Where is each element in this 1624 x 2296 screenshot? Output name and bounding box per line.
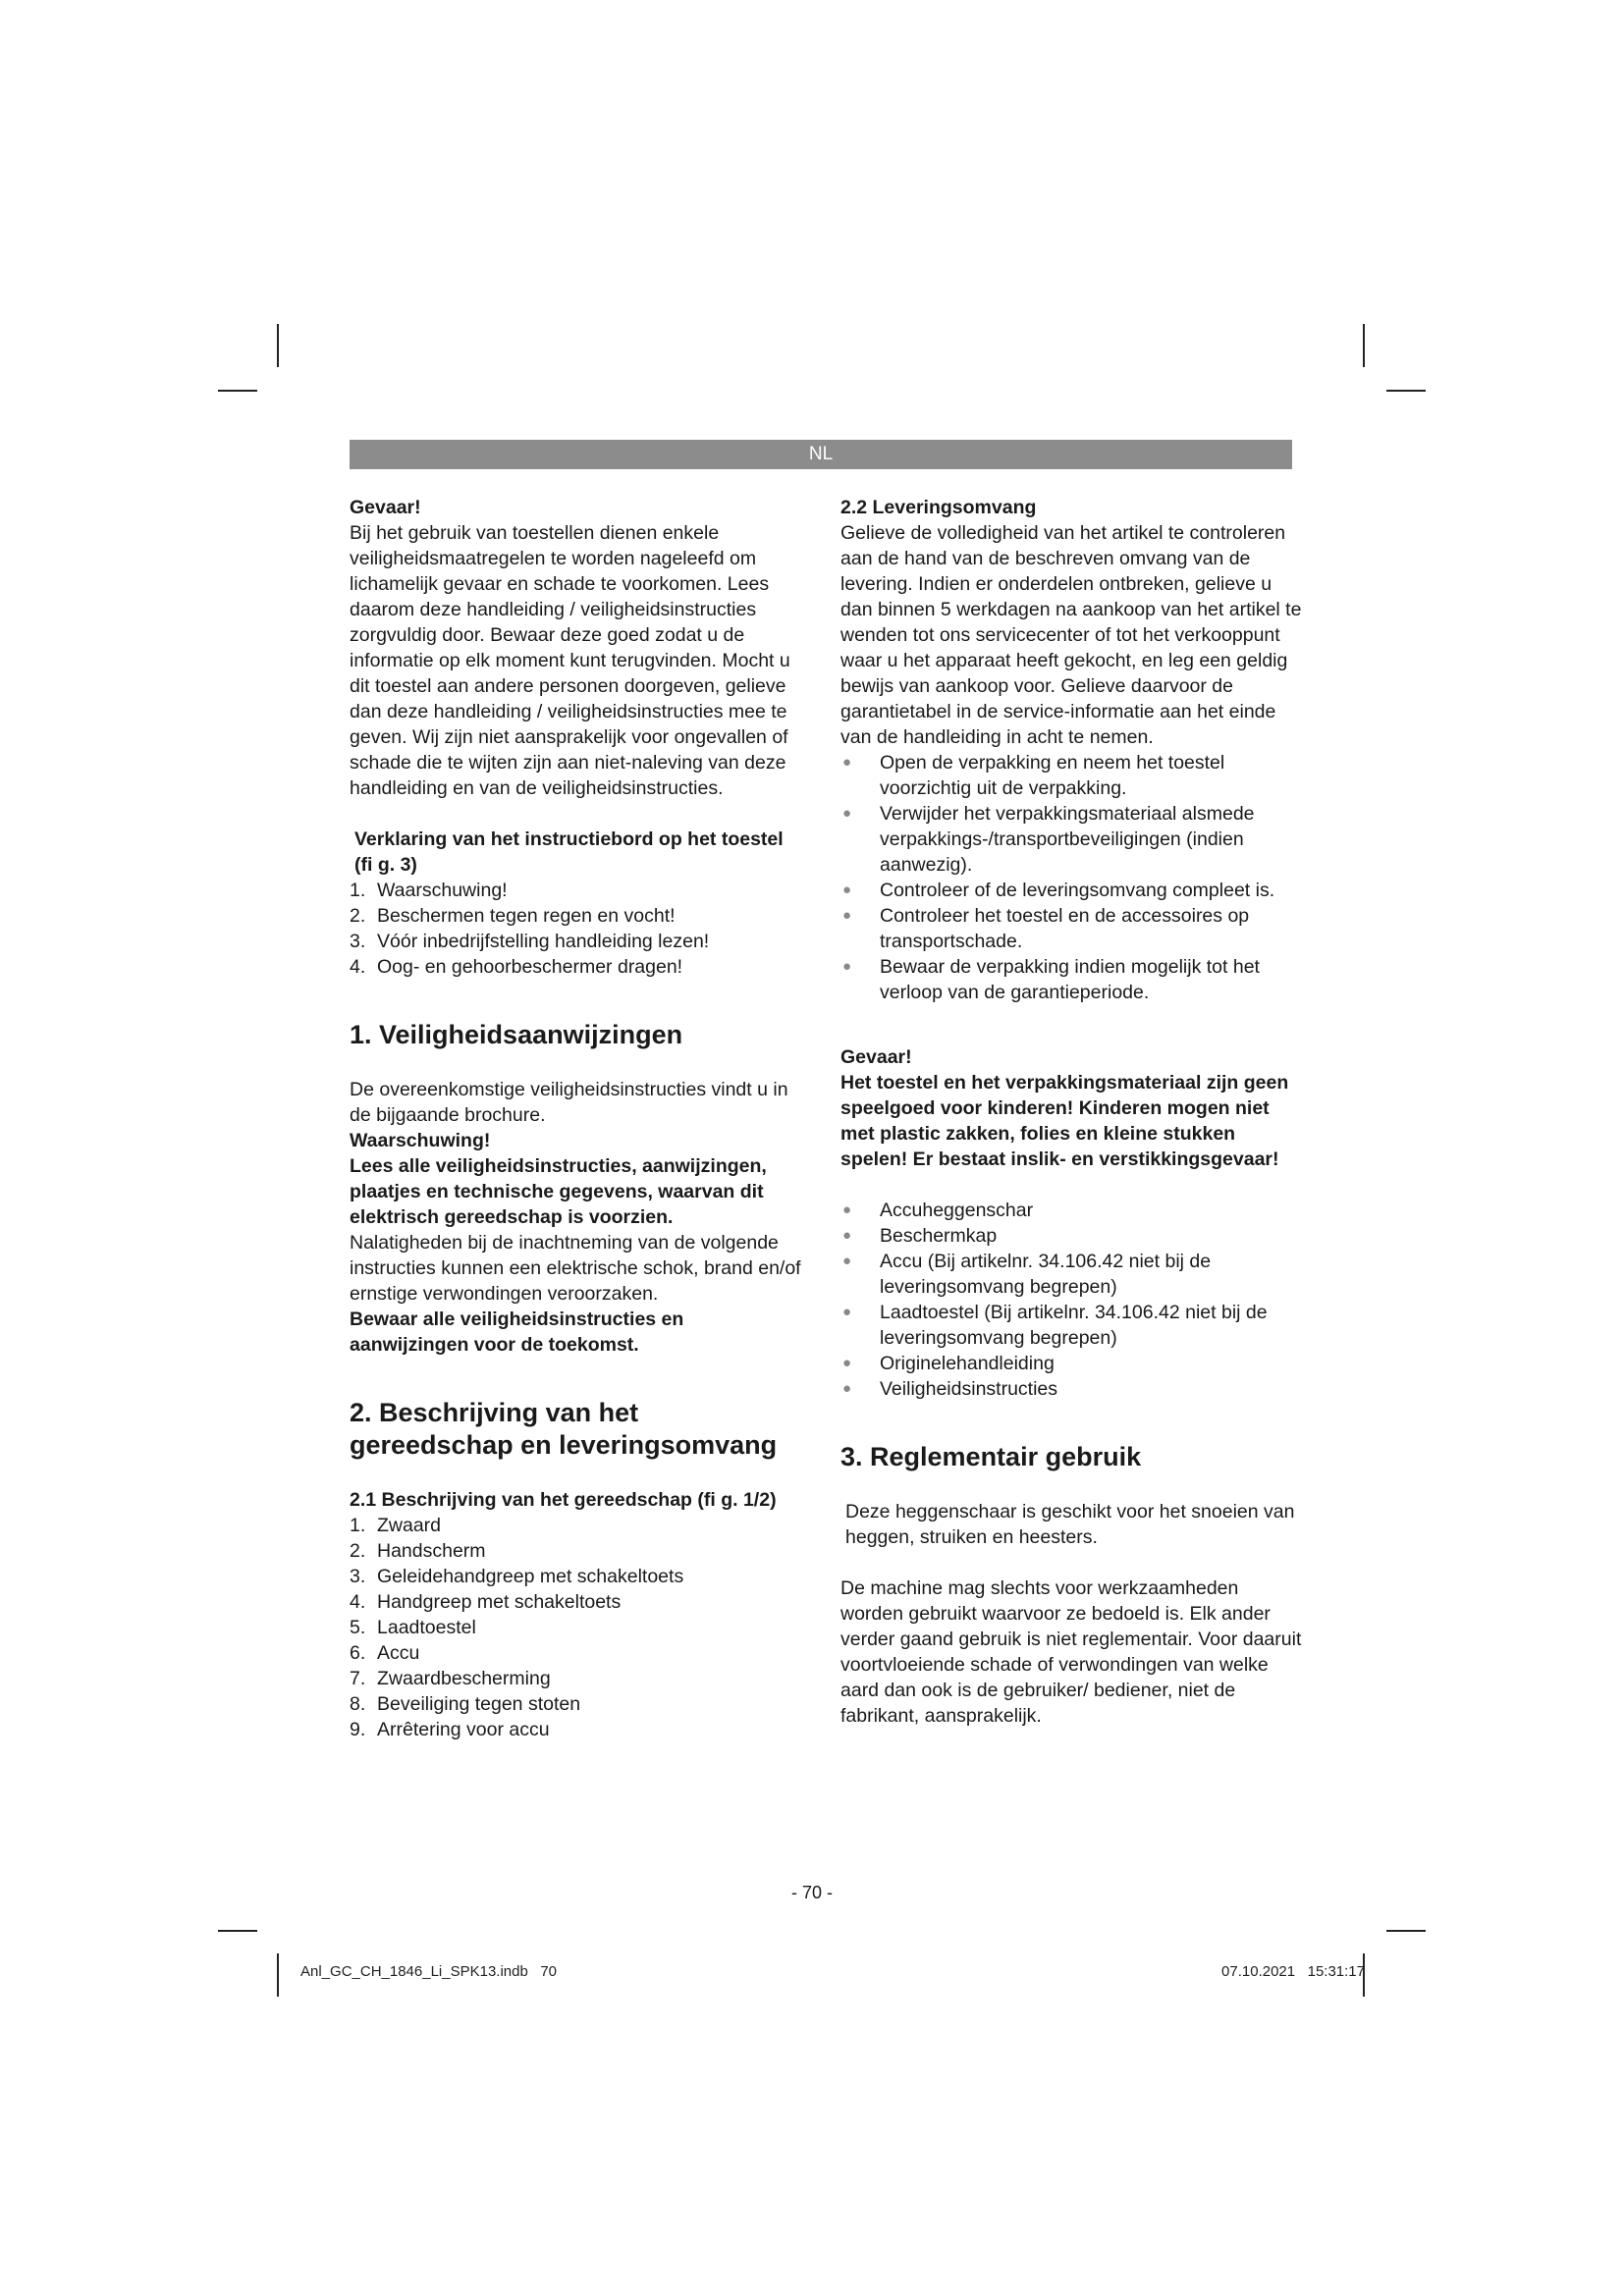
sign-heading: Verklaring van het instructiebord op het toestel (fi g. 3) [354,828,784,876]
list-item: ● Bewaar de verpakking indien mogelijk tot het verloop van de garantieperiode. [842,956,1260,1003]
list-item: ● Beschermkap [842,1225,998,1247]
bullet-icon: ● [842,1380,852,1397]
list-item: ● Verwijder het verpakkingsmateriaal alsmede verpakkings-/transportbeveiligingen (indien aanwezig). [842,803,1255,876]
section1-heading: 1. Veiligheidsaanwijzingen [350,1020,683,1049]
crop-mark [277,1953,279,1997]
list-item: 9. Arrêtering voor accu [350,1719,550,1740]
warning-text: Nalatigheden bij de inachtneming van de volgende instructies kunnen een elektrische schok, brand en/of ernstige verwondingen veroorzaken. [350,1232,801,1305]
bullet-icon: ● [842,1304,852,1320]
list-item: 6. Accu [350,1642,420,1664]
bullet-icon: ● [842,1355,852,1371]
list-item: 5. Laadtoestel [350,1617,476,1638]
section3-paragraph: De machine mag slechts voor werkzaamheden worden gebruikt waarvoor ze bedoeld is. Elk ander verder gaand gebruik is niet reglementair. Voor daaruit voortvloeiende schade of verwondingen van welke aard dan ook is de gebruiker/ bediener, niet de fabrikant, aansprakelijk. [840,1577,1302,1727]
list-item: ● Accu (Bij artikelnr. 34.106.42 niet bij de leveringsomvang begrepen) [842,1251,1212,1298]
crop-mark [1386,390,1426,392]
list-item: 1. Waarschuwing! [350,880,508,901]
bullet-icon: ● [842,754,852,771]
warning-title: Waarschuwing! [350,1130,491,1151]
list-item: 4. Handgreep met schakeltoets [350,1591,622,1613]
list-item: ● Originelehandleiding [842,1353,1055,1374]
bullet-icon: ● [842,1253,852,1269]
list-item: ● Open de verpakking en neem het toestel voorzichtig uit de verpakking. [842,752,1225,799]
contents-list [840,1198,1302,1402]
list-item: ● Accuheggenschar [842,1200,1034,1221]
danger-title-2: Gevaar! [840,1046,912,1068]
language-bar: NL [350,440,1292,469]
file-info: Anl_GC_CH_1846_Li_SPK13.indb 70 [300,1963,558,1980]
warning-keep: Bewaar alle veiligheidsinstructies en aanwijzingen voor de toekomst. [350,1308,684,1356]
section2-heading: 2. Beschrijving van het gereedschap en leveringsomvang [350,1398,778,1460]
sign-list [350,878,803,980]
list-item: 3. Geleidehandgreep met schakeltoets [350,1566,684,1587]
sub21-heading: 2.1 Beschrijving van het gereedschap (fi g. 1/2) [350,1489,777,1511]
bullet-icon: ● [842,958,852,975]
list-item: 8. Beveiliging tegen stoten [350,1693,581,1715]
crop-mark [277,324,279,367]
list-item: 2. Beschermen tegen regen en vocht! [350,905,676,927]
danger-title: Gevaar! [350,497,421,518]
section3-paragraph: Deze heggenschaar is geschikt voor het snoeien van heggen, struiken en heesters. [845,1501,1295,1548]
section1-intro: De overeenkomstige veiligheidsinstructies vindt u in de bijgaande brochure. [350,1079,788,1126]
crop-mark [1363,324,1365,367]
bullet-icon: ● [842,805,852,822]
bullet-icon: ● [842,907,852,924]
list-item: 2. Handscherm [350,1540,486,1562]
right-column [840,495,1302,1729]
warning-bold: Lees alle veiligheidsinstructies, aanwijzingen, plaatjes en technische gegevens, waarvan dit elektrisch gereedschap is voorzien. [350,1155,767,1228]
crop-mark [218,1930,257,1932]
crop-mark [218,390,257,392]
bullet-icon: ● [842,881,852,898]
sub22-heading: 2.2 Leveringsomvang [840,497,1037,518]
list-item: ● Controleer het toestel en de accessoires op transportschade. [842,905,1250,952]
list-item: ● Laadtoestel (Bij artikelnr. 34.106.42 niet bij de leveringsomvang begrepen) [842,1302,1268,1349]
page-number: - 70 - [790,1883,833,1902]
sub22-text: Gelieve de volledigheid van het artikel te controleren aan de hand van de beschreven omvang van de levering. Indien er onderdelen ontbreken, gelieve u dan binnen 5 werkdagen na aankoop van het artikel te wenden tot ons servicecenter of tot het verkooppunt waar u het apparaat heeft gekocht, en leg een geldig bewijs van aankoop voor. Gelieve daarvoor de garantietabel in de service-informatie aan het einde van de handleiding in acht te nemen. [840,522,1302,748]
unpack-steps-list [840,750,1302,1005]
timestamp: 07.10.2021 15:31:17 [1221,1963,1365,1980]
section3-heading: 3. Reglementair gebruik [840,1442,1142,1471]
bullet-icon: ● [842,1201,852,1218]
parts-list [350,1513,803,1742]
left-column [350,495,803,1742]
danger-bold: Het toestel en het verpakkingsmateriaal zijn geen speelgoed voor kinderen! Kinderen mogen niet met plastic zakken, folies en kleine stukken spelen! Er bestaat inslik- en verstikkingsgevaar! [840,1072,1289,1170]
bullet-icon: ● [842,1227,852,1244]
danger-text: Bij het gebruik van toestellen dienen enkele veiligheidsmaatregelen te worden nageleefd om lichamelijk gevaar en schade te voorkomen. Lees daarom deze handleiding / veiligheidsinstructies zorgvuldig door. Bewaar deze goed zodat u de informatie op elk moment kunt terugvinden. Mocht u dit toestel aan andere personen doorgeven, gelieve dan deze handleiding / veiligheidsinstructies mee te geven. Wij zijn niet aansprakelijk voor ongevallen of schade die te wijten zijn aan niet-naleving van deze handleiding en van de veiligheidsinstructies. [350,522,790,799]
list-item: 4. Oog- en gehoorbeschermer dragen! [350,956,683,978]
crop-mark [1386,1930,1426,1932]
list-item: 3. Vóór inbedrijfstelling handleiding lezen! [350,931,710,952]
list-item: 7. Zwaardbescherming [350,1668,551,1689]
list-item: ● Veiligheidsinstructies [842,1378,1058,1400]
list-item: 1. Zwaard [350,1515,442,1536]
list-item: ● Controleer of de leveringsomvang compleet is. [842,880,1275,901]
